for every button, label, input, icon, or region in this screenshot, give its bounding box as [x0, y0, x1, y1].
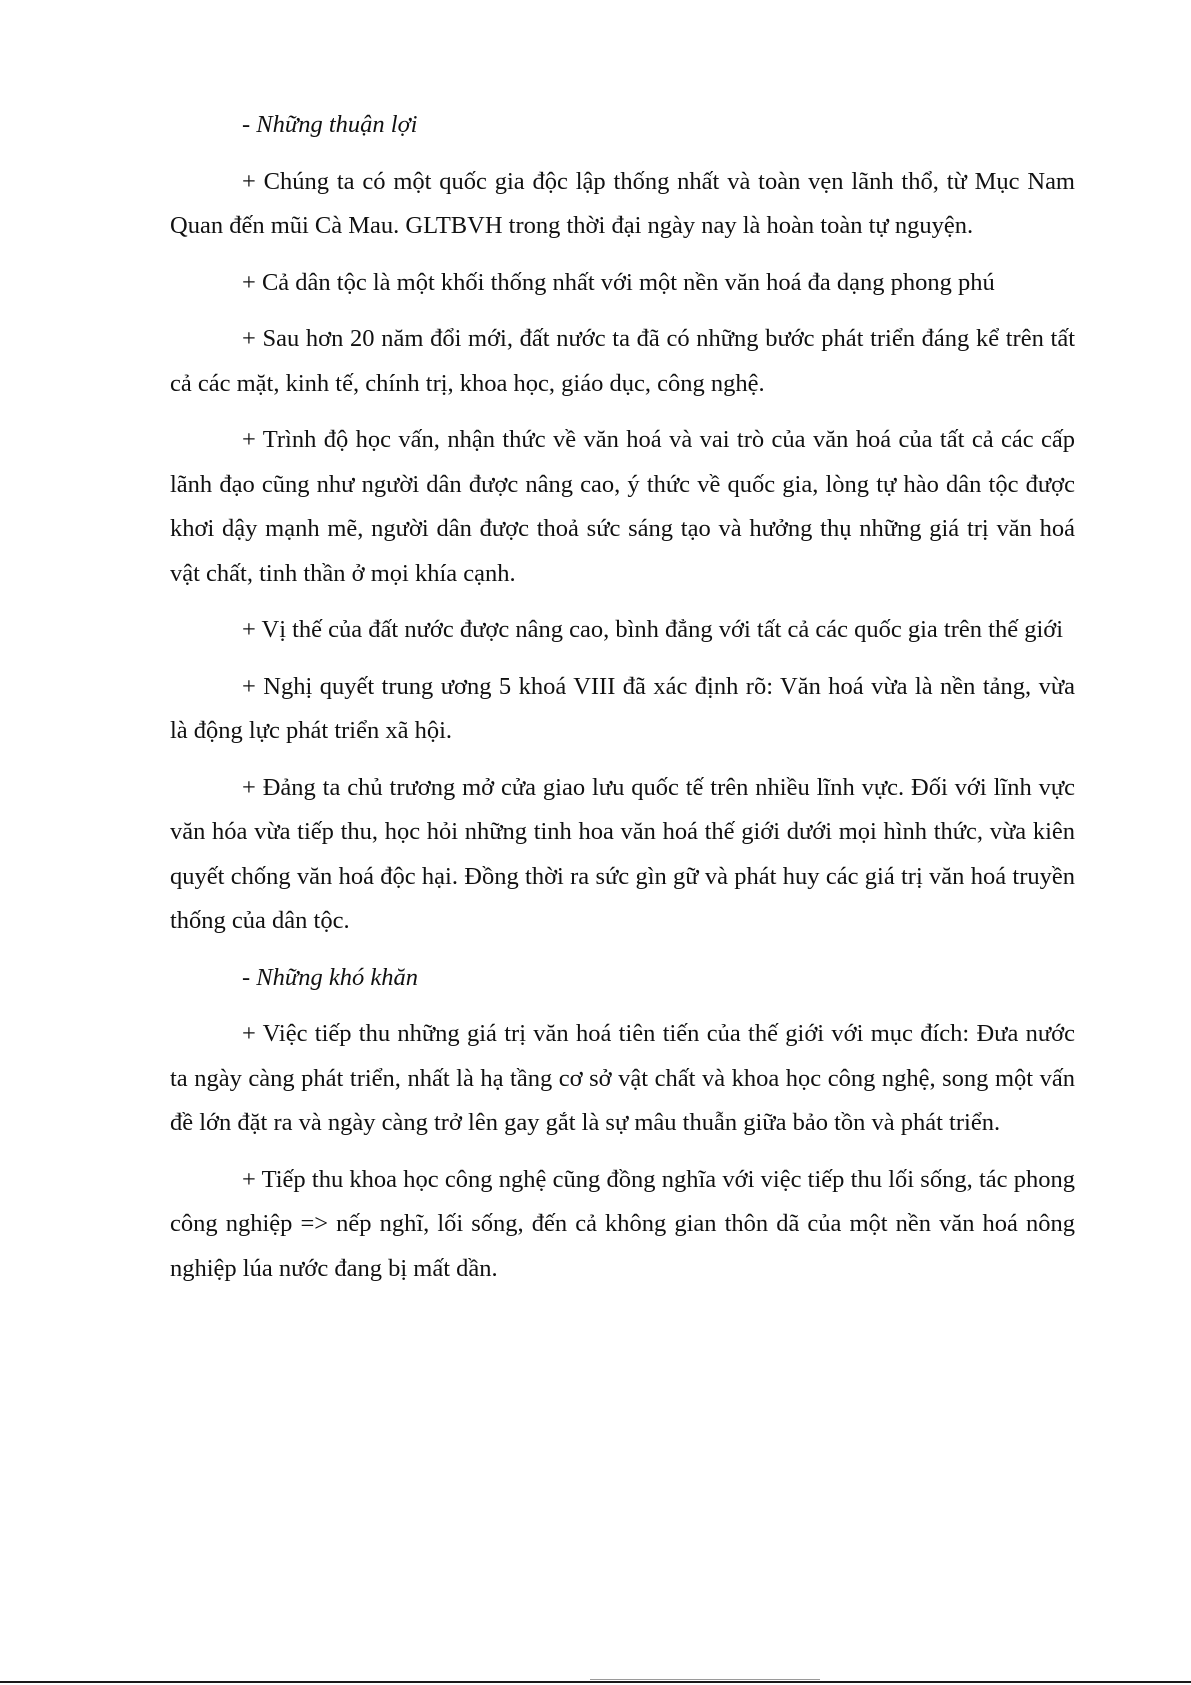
advantages-heading: - Những thuận lợi — [242, 111, 418, 138]
footer-rule-highlight — [590, 1679, 820, 1680]
advantage-paragraph-2: + Cả dân tộc là một khối thống nhất với một nền văn hoá đa dạng phong phú — [242, 268, 995, 296]
advantage-paragraph-7: + Đảng ta chủ trương mở cửa giao lưu quốc tế trên nhiều lĩnh vực. Đối với lĩnh vực văn hóa vừa tiếp thu, học hỏi những tinh hoa văn hoá thế giới dưới mọi hình thức, vừa kiên quyết chống văn hoá độc hại. Đồng thời ra sức gìn gữ và phát huy các giá trị văn hoá truyền thống của dân tộc. — [170, 773, 1075, 934]
advantage-paragraph-4: + Trình độ học vấn, nhận thức về văn hoá và vai trò của văn hoá của tất cả các cấp lãnh đạo cũng như người dân được nâng cao, ý thức về quốc gia, lòng tự hào dân tộc được khơi dậy mạnh mẽ, người dân được thoả sức sáng tạo và hưởng thụ những giá trị văn hoá vật chất, tinh thần ở mọi khía cạnh. — [170, 426, 1075, 587]
advantage-paragraph-5: + Vị thế của đất nước được nâng cao, bình đẳng với tất cả các quốc gia trên thế giới — [242, 616, 1064, 643]
page-content — [170, 103, 1075, 1303]
difficulty-paragraph-1: + Việc tiếp thu những giá trị văn hoá tiên tiến của thế giới với mục đích: Đưa nước ta ngày càng phát triển, nhất là hạ tầng cơ sở vật chất và khoa học công nghệ, song một vấn đề lớn đặt ra và ngày càng trở lên gay gắt là sự mâu thuẫn giữa bảo tồn và phát triển. — [170, 1020, 1075, 1136]
difficulties-heading: - Những khó khăn — [242, 963, 418, 991]
advantage-paragraph-1: + Chúng ta có một quốc gia độc lập thống nhất và toàn vẹn lãnh thổ, từ Mục Nam Quan đến mũi Cà Mau. GLTBVH trong thời đại ngày nay là hoàn toàn tự nguyện. — [170, 167, 1075, 239]
advantage-paragraph-6: + Nghị quyết trung ương 5 khoá VIII đã xác định rõ: Văn hoá vừa là nền tảng, vừa là động lực phát triển xã hội. — [170, 672, 1075, 744]
difficulty-paragraph-2: + Tiếp thu khoa học công nghệ cũng đồng nghĩa với việc tiếp thu lối sống, tác phong công nghiệp => nếp nghĩ, lối sống, đến cả không gian thôn dã của một nền văn hoá nông nghiệp lúa nước đang bị mất dần. — [170, 1165, 1075, 1282]
footer-rule — [0, 1681, 1191, 1683]
advantage-paragraph-3: + Sau hơn 20 năm đổi mới, đất nước ta đã có những bước phát triển đáng kể trên tất cả các mặt, kinh tế, chính trị, khoa học, giáo dục, công nghệ. — [170, 325, 1075, 397]
